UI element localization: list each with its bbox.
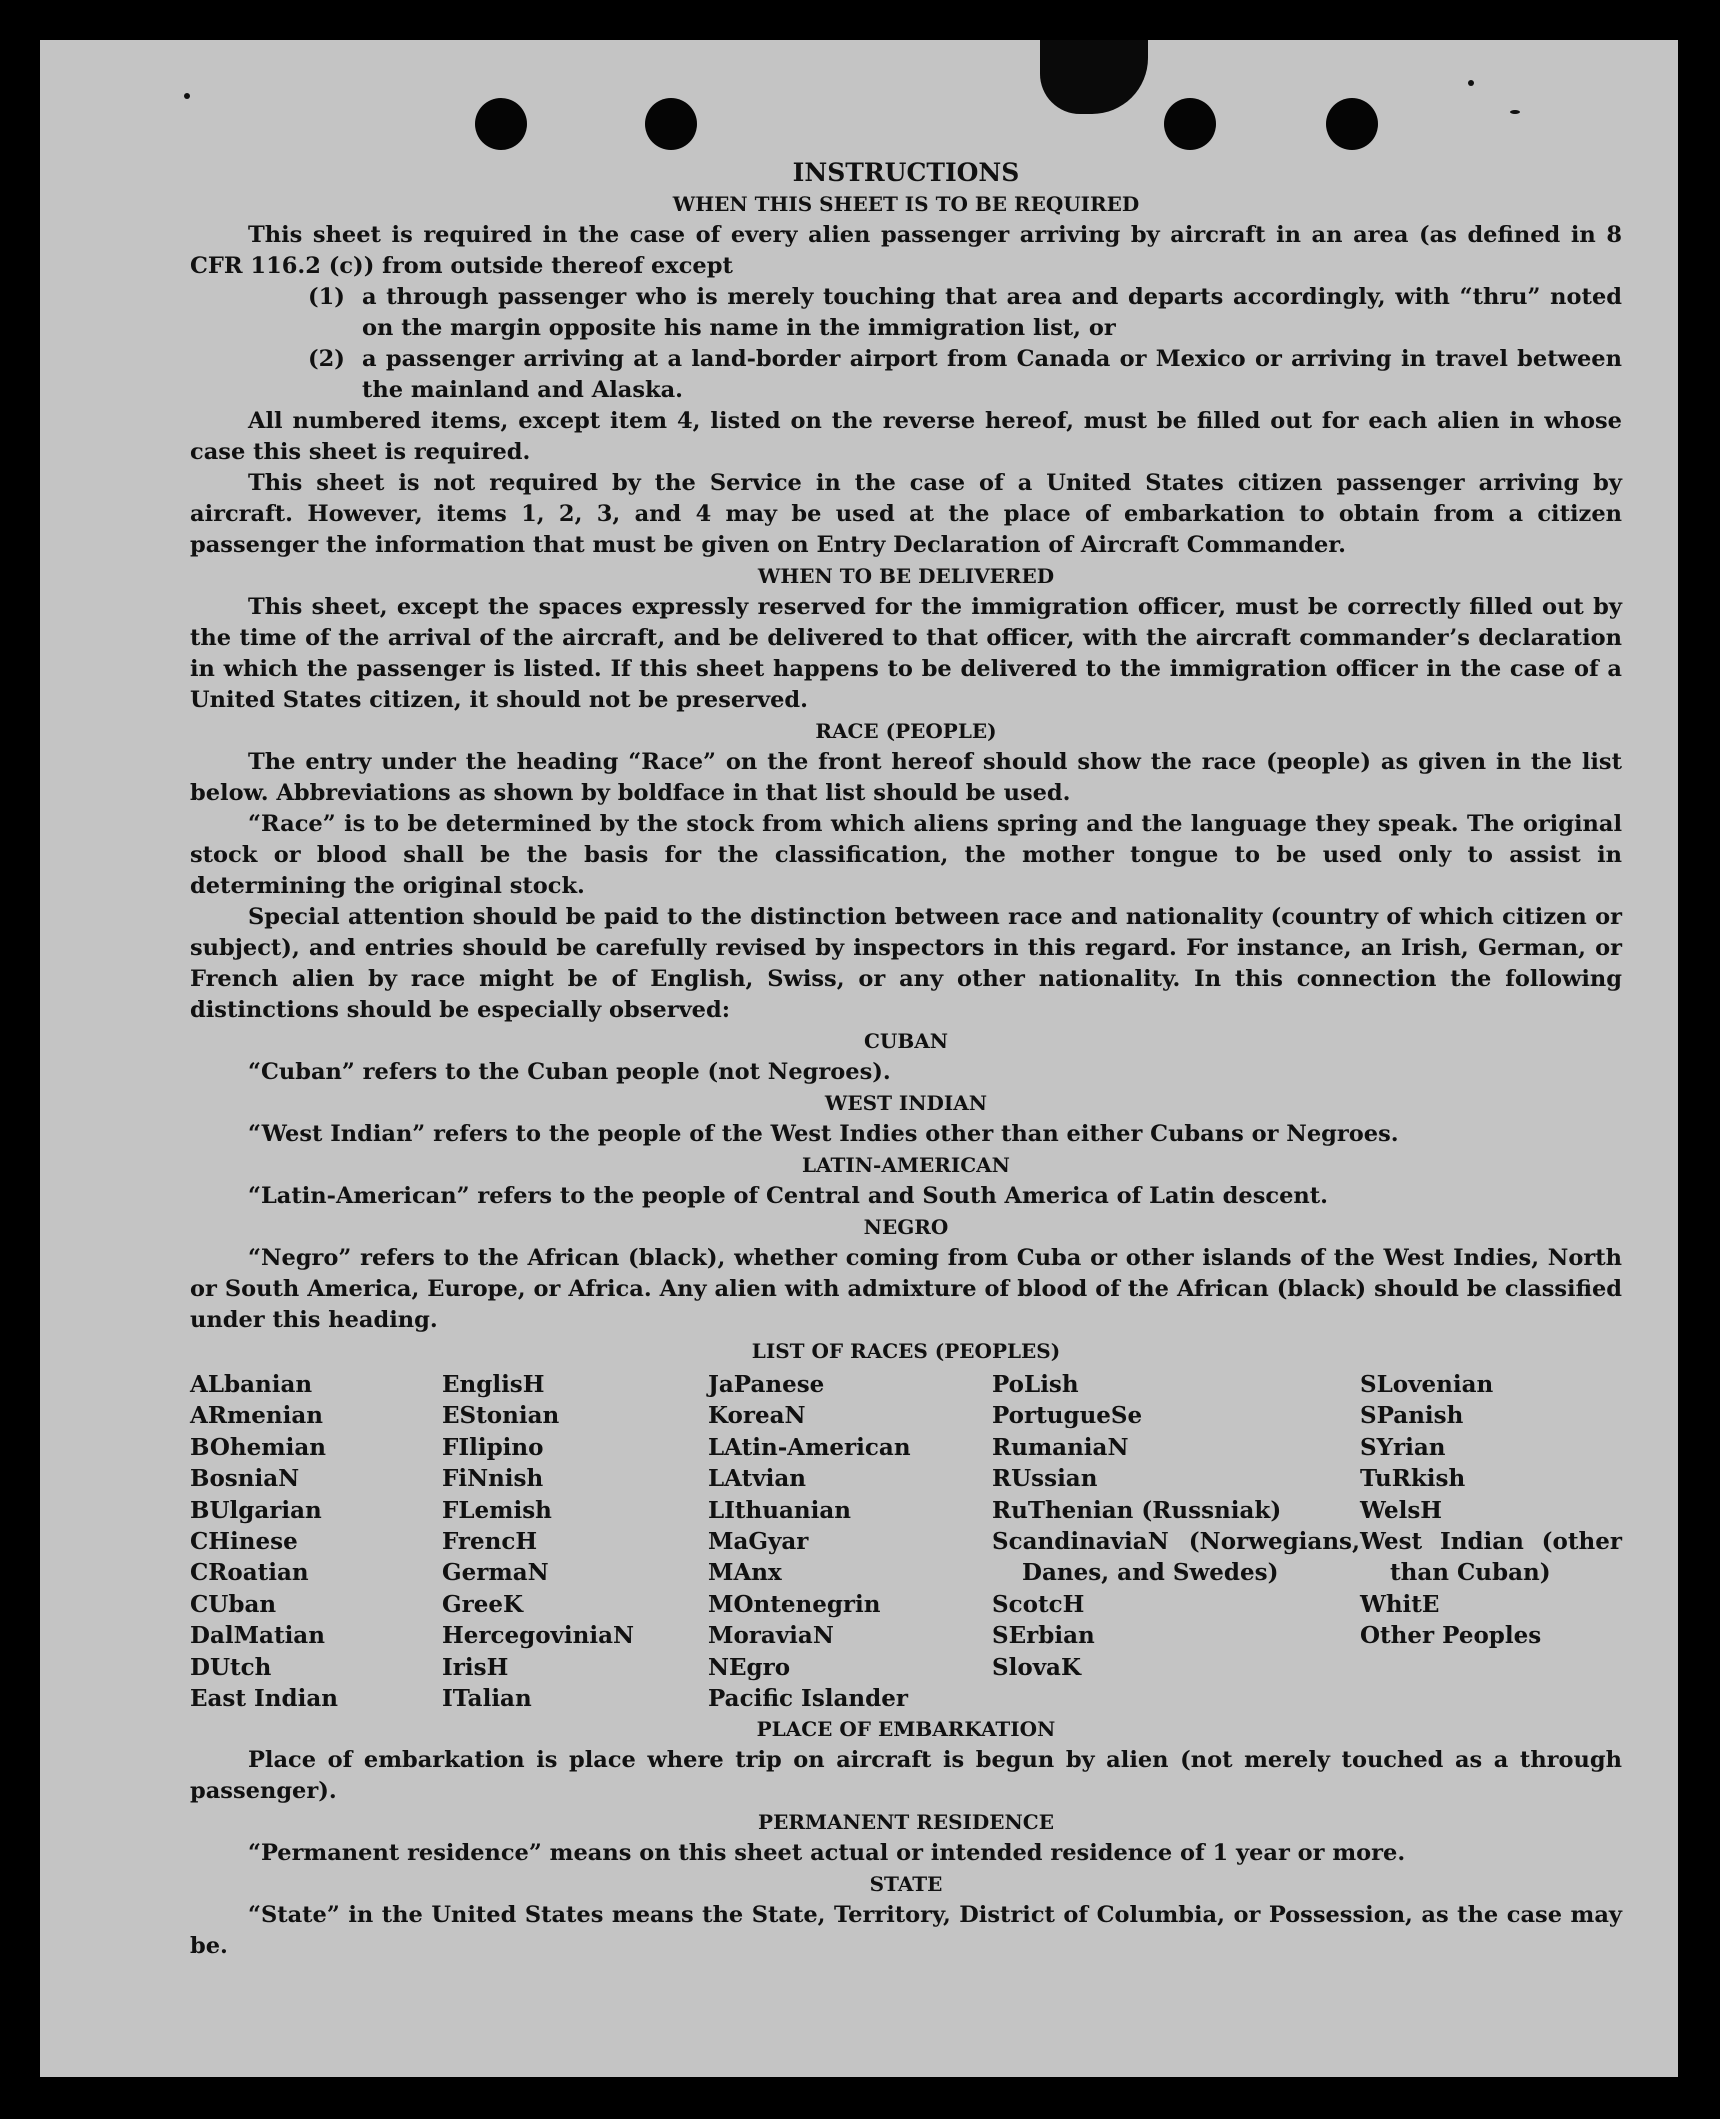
paragraph: “West Indian” refers to the people of the West Indies other than either Cubans or Negroes. — [248, 1121, 1399, 1147]
race-item: Pacific Islander — [708, 1685, 908, 1713]
ink-speck — [1510, 110, 1520, 114]
section-heading: CUBAN — [863, 1029, 949, 1053]
section-heading: RACE (PEOPLE) — [815, 719, 997, 743]
race-item: SlovaK — [992, 1653, 1081, 1681]
section-heading: WHEN THIS SHEET IS TO BE REQUIRED — [672, 192, 1140, 216]
paragraph: “Cuban” refers to the Cuban people (not Negroes). — [248, 1059, 891, 1085]
punch-hole — [1164, 98, 1216, 150]
paragraph: “Race” is to be determined by the stock from which aliens spring and the language they speak. The original stock or blood shall be the basis for the classification, the mother tongue to be used only to assist in determining the original stock. — [190, 811, 1622, 899]
section-heading: NEGRO — [863, 1215, 949, 1239]
race-item: DalMatian — [190, 1622, 325, 1650]
race-item: SPanish — [1360, 1402, 1464, 1430]
race-item: CUban — [190, 1590, 277, 1618]
list-item — [308, 344, 1622, 406]
race-item: JaPanese — [708, 1371, 825, 1398]
race-item: ITalian — [442, 1685, 532, 1713]
race-column — [190, 1369, 442, 1714]
ink-speck — [1468, 80, 1474, 86]
race-item: FIlipino — [442, 1433, 544, 1461]
race-item: East Indian — [190, 1685, 338, 1713]
race-item: SErbian — [992, 1622, 1095, 1650]
race-item: RumaniaN — [992, 1433, 1129, 1461]
race-item: ScandinaviaN (Norwegians, Danes, and Swedes) — [992, 1528, 1360, 1587]
race-item: ALbanian — [190, 1371, 313, 1398]
paragraph: The entry under the heading “Race” on the front hereof should show the race (people) as given in the list below. Abbreviations as shown by boldface in that list should be used. — [190, 749, 1622, 806]
paragraph: “Latin-American” refers to the people of Central and South America of Latin descent. — [248, 1183, 1328, 1209]
section-heading: STATE — [869, 1872, 943, 1897]
race-item: TuRkish — [1360, 1465, 1466, 1493]
race-column — [992, 1369, 1360, 1714]
race-item: WelsH — [1360, 1496, 1443, 1524]
race-item: CHinese — [190, 1528, 298, 1556]
race-item: NEgro — [708, 1653, 791, 1681]
race-item: West Indian (other than Cuban) — [1360, 1528, 1622, 1587]
race-item: WhitE — [1360, 1590, 1440, 1618]
race-item: Other Peoples — [1360, 1622, 1542, 1650]
paragraph: “Permanent residence” means on this sheet actual or intended residence of 1 year or more. — [248, 1840, 1406, 1867]
race-column — [442, 1369, 708, 1714]
race-item: PortugueSe — [992, 1402, 1143, 1430]
punch-hole — [475, 98, 527, 150]
race-item: SYrian — [1360, 1433, 1446, 1461]
race-item: GreeK — [442, 1590, 524, 1618]
race-item: FiNnish — [442, 1465, 544, 1493]
race-list — [190, 1369, 1622, 1714]
race-column — [708, 1369, 992, 1714]
punch-hole — [645, 98, 697, 150]
paragraph: This sheet, except the spaces expressly reserved for the immigration officer, must be correctly filled out by the time of the arrival of the aircraft, and be delivered to that officer, with the aircraft commander’s declaration in which the passenger is listed. If this sheet happens to be delivered to the immigration officer in the case of a United States citizen, it should not be preserved. — [190, 594, 1622, 713]
paragraph: This sheet is required in the case of every alien passenger arriving by aircraft in an area (as defined in 8 CFR 116.2 (c)) from outside thereof except — [190, 222, 1622, 279]
race-item: BosniaN — [190, 1465, 300, 1493]
document-page — [40, 40, 1678, 2077]
race-item: CRoatian — [190, 1559, 309, 1587]
race-item: EnglisH — [442, 1371, 545, 1398]
race-item: KoreaN — [708, 1402, 806, 1430]
item-text: a through passenger who is merely touching that area and departs accordingly, with “thru” noted on the margin opposite his name in the immigration list, or — [362, 284, 1622, 341]
race-item: DUtch — [190, 1653, 272, 1681]
race-item: FrencH — [442, 1528, 538, 1556]
punch-hole — [1326, 98, 1378, 150]
race-item: BOhemian — [190, 1433, 326, 1461]
ink-speck — [184, 93, 190, 99]
paragraph: All numbered items, except item 4, listed on the reverse hereof, must be filled out for each alien in whose case this sheet is required. — [190, 408, 1622, 465]
item-number: (1) — [308, 284, 345, 310]
race-column — [1360, 1369, 1622, 1714]
section-heading: PERMANENT RESIDENCE — [758, 1810, 1054, 1835]
section-heading: PLACE OF EMBARKATION — [756, 1717, 1056, 1742]
race-item: GermaN — [442, 1559, 549, 1587]
race-item: RUssian — [992, 1465, 1098, 1493]
race-item: MOntenegrin — [708, 1590, 881, 1618]
page-title: INSTRUCTIONS — [792, 158, 1020, 187]
race-item: LIthuanian — [708, 1496, 851, 1524]
list-item — [308, 282, 1622, 344]
section-heading: WEST INDIAN — [824, 1091, 988, 1115]
race-item: IrisH — [442, 1653, 509, 1681]
race-item: EStonian — [442, 1402, 560, 1430]
race-item: FLemish — [442, 1496, 552, 1524]
paragraph: “Negro” refers to the African (black), whether coming from Cuba or other islands of the West Indies, North or South America, Europe, or Africa. Any alien with admixture of blood of the African (black) should be classified under this heading. — [190, 1245, 1622, 1333]
paragraph: Place of embarkation is place where trip on aircraft is begun by alien (not merely touched as a through passenger). — [190, 1747, 1622, 1805]
item-number: (2) — [308, 346, 345, 372]
race-item: ScotcH — [992, 1590, 1085, 1618]
race-item: ARmenian — [190, 1402, 324, 1430]
paragraph: Special attention should be paid to the distinction between race and nationality (country of which citizen or subject), and entries should be carefully revised by inspectors in this regard. For instance, an Irish, German, or French alien by race might be of English, Swiss, or any other nationality. In this connection the following distinctions should be especially observed: — [190, 904, 1622, 1023]
race-item: MaGyar — [708, 1528, 809, 1556]
section-heading: WHEN TO BE DELIVERED — [757, 564, 1055, 588]
paragraph: This sheet is not required by the Service in the case of a United States citizen passenger arriving by aircraft. However, items 1, 2, 3, and 4 may be used at the place of embarkation to obtain from a citizen passenger the information that must be given on Entry Declaration of Aircraft Commander. — [190, 470, 1622, 558]
torn-edge — [1040, 40, 1148, 114]
race-item: HercegoviniaN — [442, 1622, 635, 1650]
instructions-text — [190, 157, 1622, 1962]
race-item: LAtvian — [708, 1465, 806, 1493]
race-item: LAtin-American — [708, 1433, 911, 1461]
item-text: a passenger arriving at a land-border airport from Canada or Mexico or arriving in travel between the mainland and Alaska. — [362, 346, 1622, 403]
section-heading: LIST OF RACES (PEOPLES) — [751, 1339, 1061, 1363]
race-item: PoLish — [992, 1371, 1079, 1398]
race-item: RuThenian (Russniak) — [992, 1496, 1282, 1524]
race-item: SLovenian — [1360, 1371, 1494, 1398]
race-item: MAnx — [708, 1559, 782, 1587]
paragraph: “State” in the United States means the State, Territory, District of Columbia, or Possession, as the case may be. — [190, 1902, 1622, 1960]
race-item: MoraviaN — [708, 1622, 834, 1650]
race-item: BUlgarian — [190, 1496, 322, 1524]
section-heading: LATIN-AMERICAN — [802, 1153, 1010, 1177]
